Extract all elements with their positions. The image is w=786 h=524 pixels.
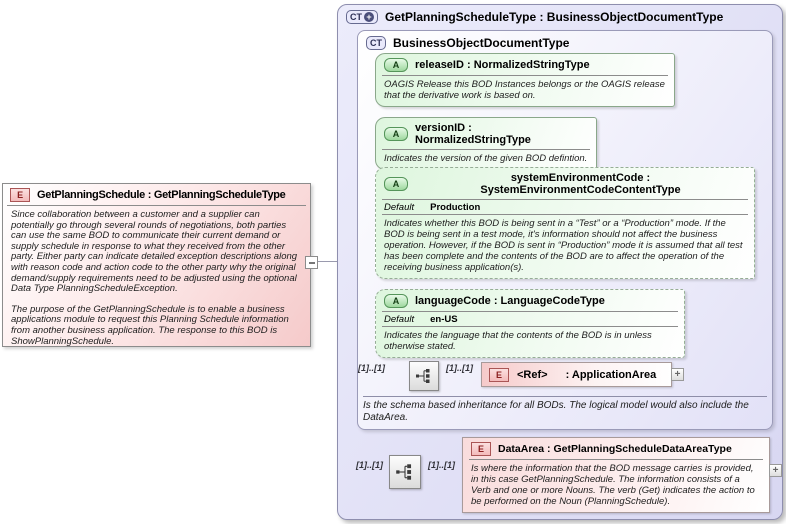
ref-label: <Ref> — [517, 368, 548, 381]
complextype-badge-icon — [346, 10, 378, 24]
multiplicity-label: [1]..[1] — [356, 460, 383, 470]
sequence-icon[interactable] — [409, 361, 439, 391]
element-badge-icon: E — [10, 188, 30, 202]
element-badge-icon: E — [489, 368, 509, 382]
basetype-annotation-separator — [363, 396, 767, 397]
attribute-annotation: Indicates the language that the contents of the BOD is in unless otherwise stated. — [384, 330, 652, 352]
element-title-row — [463, 438, 769, 459]
complextype-title: GetPlanningScheduleType : BusinessObjectDocumentType — [385, 10, 724, 24]
basetype-annotation: Is the schema based inheritance for all BODs. The logical model would also include the DataArea. — [363, 400, 749, 423]
multiplicity-label: [1]..[1] — [428, 460, 455, 470]
attribute-title: systemEnvironmentCode : SystemEnvironmentCodeContentType — [480, 172, 681, 196]
attribute-title: languageCode : LanguageCodeType — [415, 295, 605, 307]
element-getplanningschedule[interactable] — [2, 183, 311, 347]
attribute-badge-icon: A — [384, 58, 408, 72]
element-badge-icon: E — [471, 442, 491, 456]
sequence-glyph — [414, 366, 434, 386]
attribute-annotation: Indicates whether this BOD is being sent in a “Test” or a “Production” mode. If the BOD is being sent in a test mode, it's information should not affect the business operation. However, if the BOD is sent in “Production” mode it is assumed that all test has been complete and the contents of the BOD are to affect the operation of the receiving business application(s). — [384, 218, 743, 273]
element-annotation: Is where the information that the BOD message carries is provided, in this case GetPlanningSchedule. The information consists of a Verb and one or more Nouns. The verb (Get) indicates the action to be performed on the Noun (PlanningSchedule). — [471, 463, 755, 507]
attribute-title: versionID : NormalizedStringType — [415, 122, 531, 146]
basetype-header — [358, 31, 772, 55]
attribute-title-row — [376, 168, 754, 199]
ct-label: CT — [350, 12, 362, 22]
attribute-systemenvironmentcode[interactable] — [375, 167, 755, 279]
attribute-badge-icon: A — [384, 294, 408, 308]
sequence-glyph — [394, 461, 416, 483]
attribute-title-row — [376, 118, 596, 149]
basetype-title: BusinessObjectDocumentType — [393, 36, 570, 50]
attribute-default-row — [376, 200, 754, 214]
element-ref-applicationarea[interactable] — [481, 362, 672, 387]
default-value: en-US — [430, 314, 458, 325]
element-annotation — [3, 206, 310, 351]
expand-button[interactable]: + — [671, 368, 684, 381]
ref-type: : ApplicationArea — [565, 368, 657, 381]
element-dataarea[interactable] — [462, 437, 770, 513]
attribute-annotation: OAGIS Release this BOD Instances belongs or the OAGIS release that the derivative work is based on. — [384, 79, 665, 101]
sequence-icon[interactable] — [389, 455, 421, 489]
default-label: Default — [384, 202, 415, 213]
basetype-badge-icon — [366, 36, 386, 50]
default-value: Production — [430, 202, 481, 213]
element-title: DataArea : GetPlanningScheduleDataAreaType — [498, 443, 732, 455]
element-title-row — [3, 184, 310, 205]
attribute-title-row — [376, 54, 674, 75]
collapse-handle-icon[interactable] — [305, 256, 318, 269]
multiplicity-label: [1]..[1] — [446, 363, 473, 373]
attribute-default-row — [376, 312, 684, 326]
derived-plus-icon: + — [364, 12, 374, 22]
expand-button[interactable]: + — [769, 464, 782, 477]
attribute-badge-icon: A — [384, 177, 408, 191]
attribute-releaseid[interactable] — [375, 53, 675, 107]
attribute-title-row — [376, 290, 684, 311]
default-label: Default — [384, 314, 415, 325]
annotation-paragraph-1: Since collaboration between a customer and a supplier can potentially go through several rounds of negotiations, both parties can use the same BOD to communicate their current demand or supply schedule in response to what they received from the other party. Either party can indicate detailed exception descriptions along with reason code and action code to the other party why the original demand/supply requirements need to be adjusted using the optional Data Type PlanningScheduleException. — [11, 209, 298, 295]
multiplicity-label: [1]..[1] — [358, 363, 385, 373]
annotation-paragraph-2: The purpose of the GetPlanningSchedule is to enable a business applications module to request this Planning Schedule information from another business application. The response to this BOD is ShowPlanningSchedule. — [11, 303, 289, 347]
attribute-title: releaseID : NormalizedStringType — [415, 59, 590, 71]
complextype-header — [338, 5, 782, 29]
attribute-versionid[interactable] — [375, 117, 597, 170]
ct-label: CT — [370, 38, 382, 48]
minus-dash-icon — [309, 262, 315, 264]
element-title: GetPlanningSchedule : GetPlanningScheduleType — [37, 189, 286, 201]
attribute-annotation: Indicates the version of the given BOD defintion. — [384, 153, 588, 164]
attribute-badge-icon: A — [384, 127, 408, 141]
attribute-languagecode[interactable] — [375, 289, 685, 358]
